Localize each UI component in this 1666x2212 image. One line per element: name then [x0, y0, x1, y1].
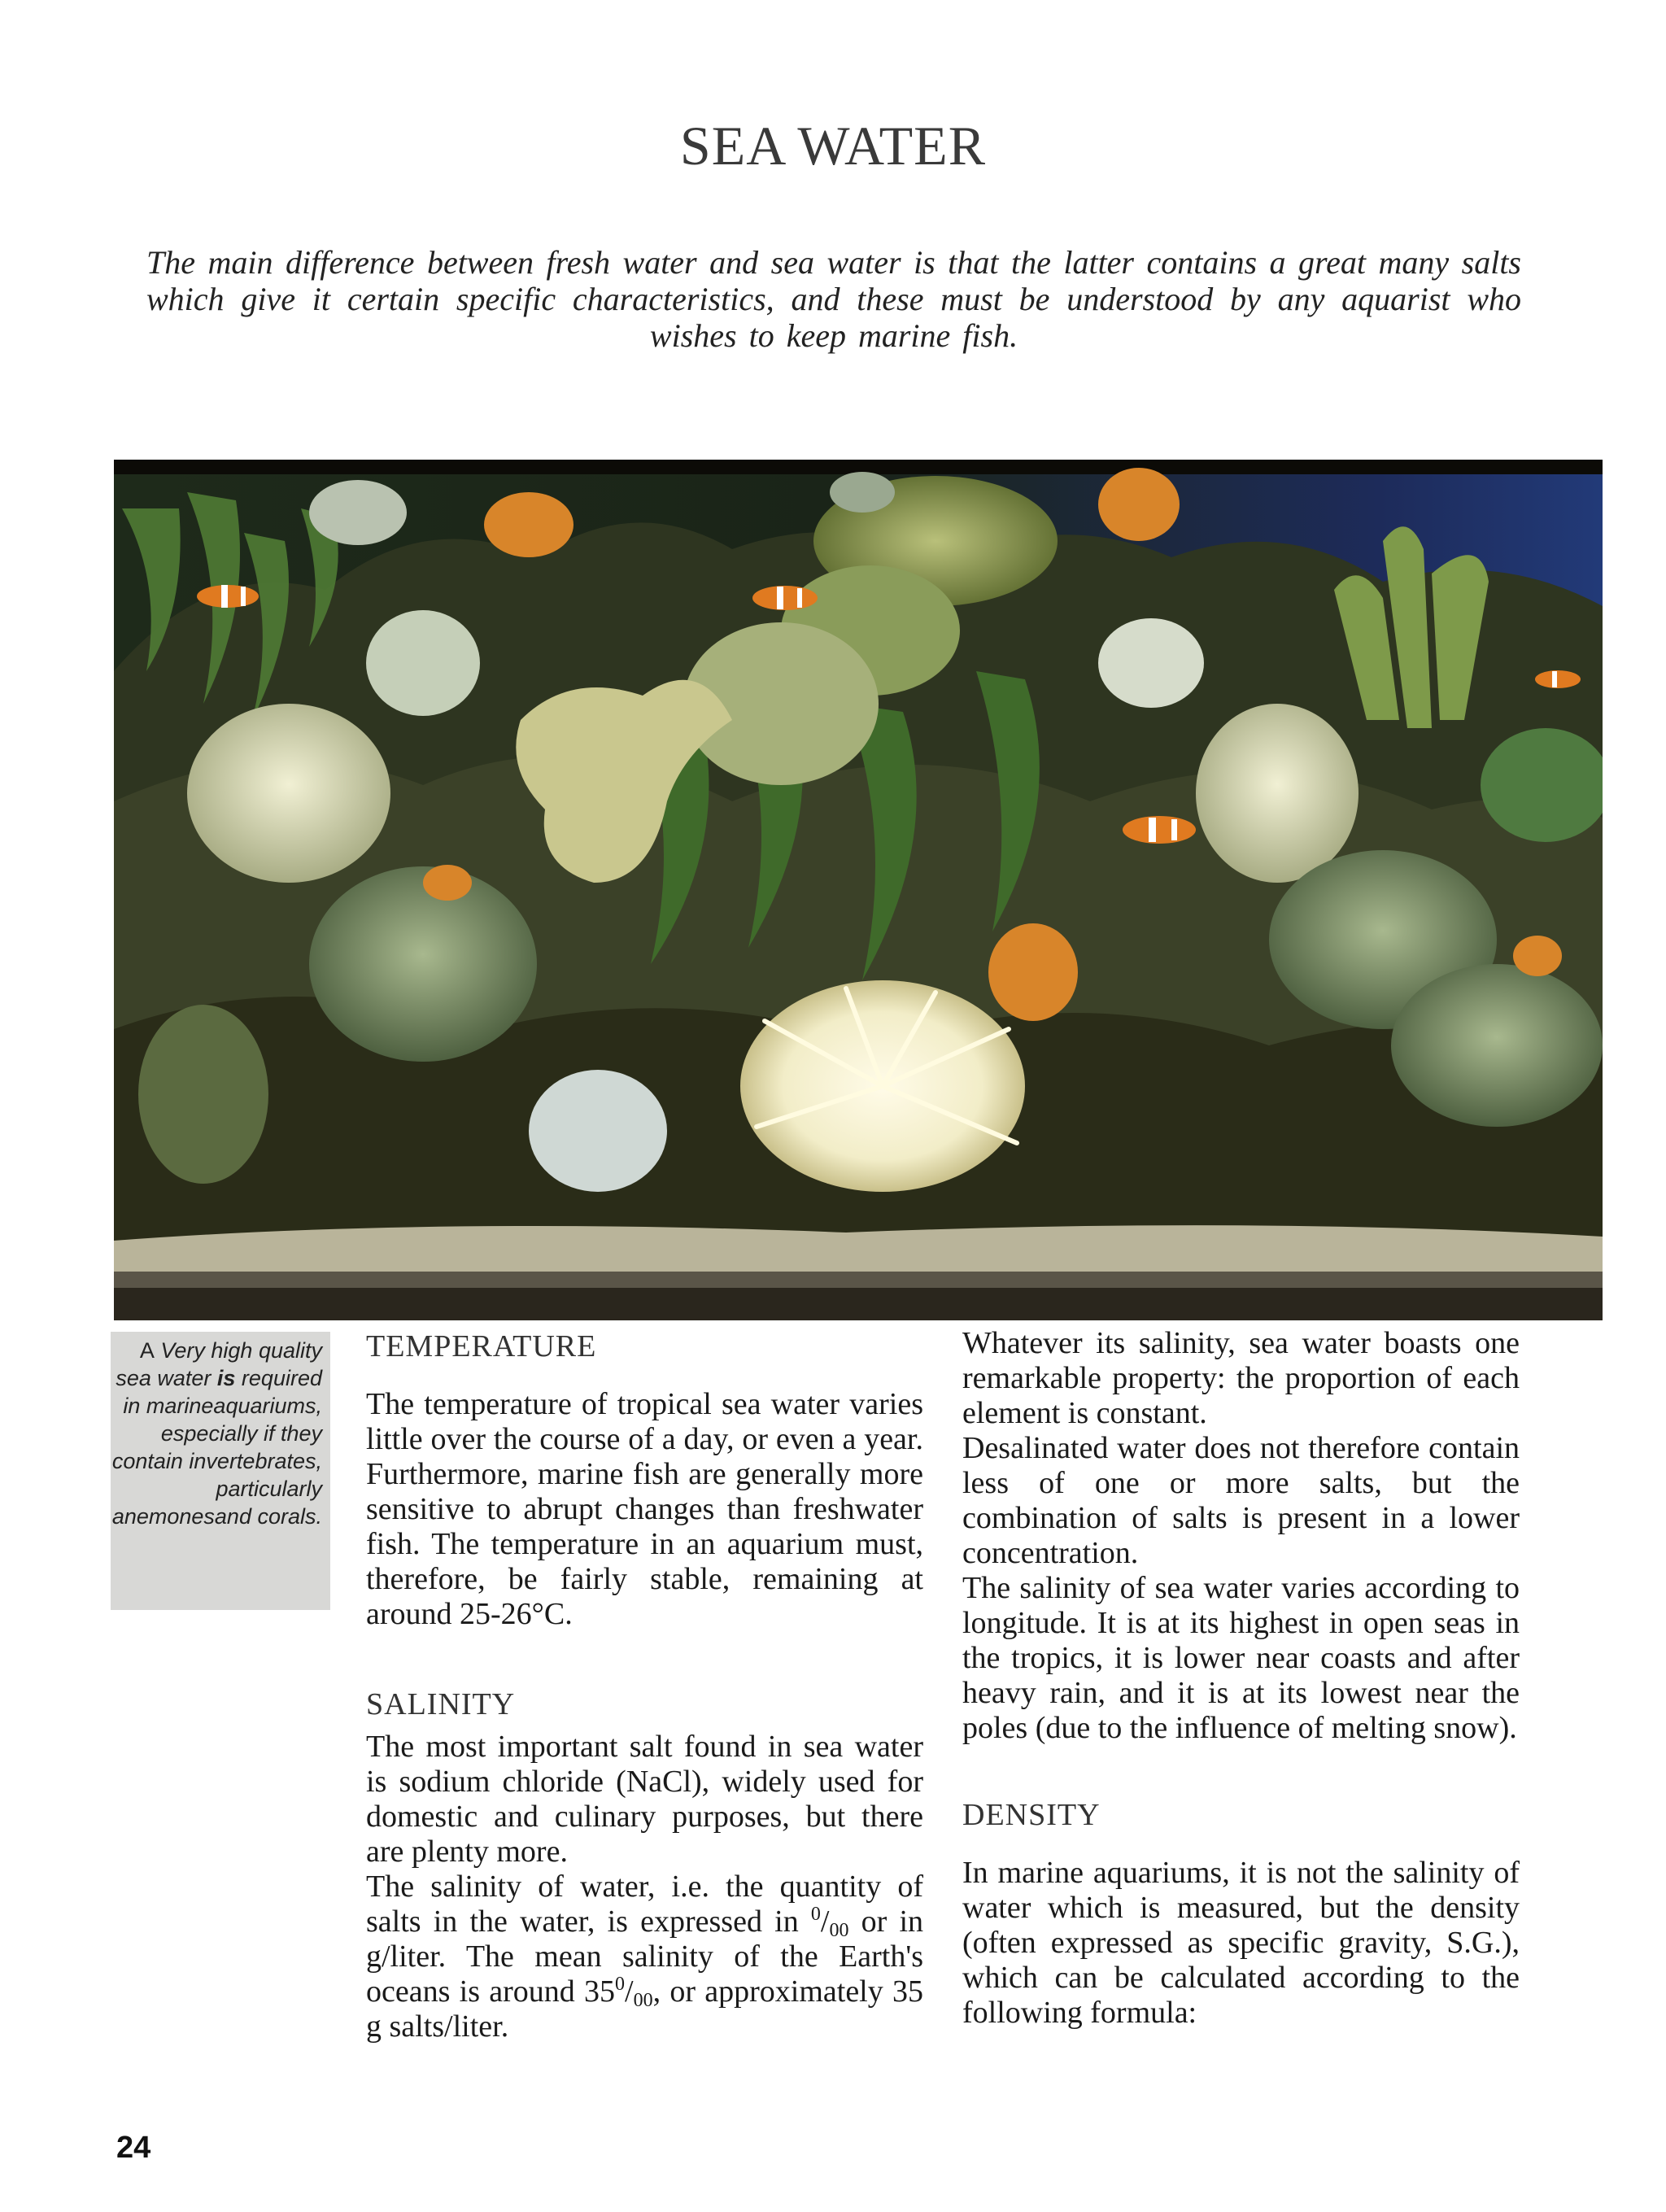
clownfish-4: [1535, 670, 1581, 688]
salinity-text-a: The salinity of water, i.e. the quantity of salts in the water, is expressed in: [366, 1870, 923, 1939]
temperature-paragraph: The temperature of tropical sea water varies little over the course of a day, or even a year. Furthermore, marine fish are generally more sensitive to abrupt changes than freshwater fish. The temperature in an aquarium must, therefore, be fairly stable, remaining at around 25-26°C.: [366, 1387, 923, 1631]
page-number: 24: [116, 2131, 151, 2165]
permille-sub: 00: [829, 1920, 849, 1941]
heading-salinity: SALINITY: [366, 1687, 516, 1721]
heading-density: DENSITY: [962, 1798, 1101, 1832]
reef-aquarium-illustration: [114, 460, 1603, 1320]
salinity-paragraph-2: [366, 1870, 923, 2044]
column-right: [962, 1326, 1520, 2031]
clownfish-2: [752, 586, 818, 610]
permille-sub-2: 00: [633, 1990, 653, 2011]
caption-text-2: required in marineaquariums, especially if they contain invertebrates, particularly anemonesand corals.: [111, 1366, 322, 1529]
salinity-text-c: , or approximately 35 g salts/liter.: [366, 1974, 923, 2044]
constant-proportion-paragraph: Whatever its salinity, sea water boasts one remarkable property: the proportion of each element is constant.: [962, 1326, 1520, 1430]
aquarium-photo: [114, 460, 1603, 1320]
clownfish-1: [197, 585, 259, 608]
permille-slash: /: [820, 1904, 830, 1939]
permille-sup: 0: [810, 1904, 821, 1925]
photo-caption: [111, 1332, 330, 1610]
column-left: [366, 1328, 923, 2044]
salinity-variation-paragraph: The salinity of sea water varies according to longitude. It is at its highest in open seas in the tropics, it is lower near coasts and after heavy rain, and it is at its lowest near the poles (due to the influence of melting snow).: [962, 1571, 1520, 1745]
permille-sup-2: 0: [615, 1974, 626, 1995]
page-title: SEA WATER: [679, 115, 987, 177]
caption-text-1: Very high quality sea water: [116, 1338, 322, 1390]
intro-paragraph: The main difference between fresh water and sea water is that the latter contains a great many salts which give it certain specific characteristics, and these must be understood by any aquarist who wishes to keep marine fish.: [146, 244, 1521, 354]
permille-slash-2: /: [625, 1974, 634, 2009]
heading-temperature: TEMPERATURE: [366, 1329, 597, 1363]
salinity-text-b: or in g/liter. The mean salinity of the Earth's oceans is around 35: [366, 1904, 924, 2009]
caption-lead: A: [139, 1338, 155, 1363]
salinity-paragraph-1: The most important salt found in sea water is sodium chloride (NaCl), widely used for domestic and culinary purposes, but there are plenty more.: [366, 1730, 923, 1869]
desalinated-paragraph: Desalinated water does not therefore contain less of one or more salts, but the combination of salts is present in a lower concentration.: [962, 1431, 1520, 1570]
caption-emphasis: is: [216, 1366, 236, 1390]
clownfish-3: [1123, 816, 1196, 844]
density-paragraph: In marine aquariums, it is not the salinity of water which is measured, but the density (often expressed as specific gravity, S.G.), which can be calculated according to the following formula:: [962, 1856, 1520, 2030]
